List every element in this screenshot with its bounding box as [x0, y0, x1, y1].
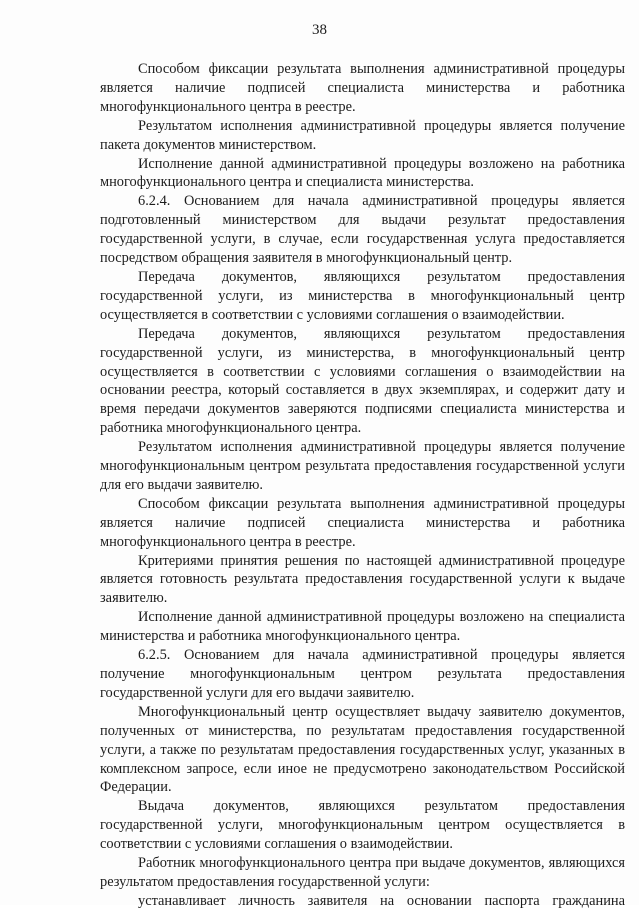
paragraph: Работник многофункционального центра при выдаче документов, являющихся результатом предоставления государственной услуги: — [100, 855, 625, 890]
paragraph: устанавливает личность заявителя на основании паспорта гражданина — [138, 892, 625, 909]
page-number: 38 — [312, 22, 327, 38]
paragraph: Исполнение данной административной процедуры возложено на специалиста министерства и работника многофункционального центра. — [100, 609, 625, 645]
paragraph: Многофункциональный центр осуществляет выдачу заявителю документов, полученных от министерства, по результатам предоставления государственной услуги, а также по результатам предоставления государственных услуг, указанных в комплексном запросе, если иное не предусмотрено законодательством Российской Федерации. — [100, 703, 625, 796]
paragraph: 6.2.5. Основанием для начала административной процедуры является получение многофункциональным центром результата предоставления государственной услуги для его выдачи заявителю. — [100, 647, 625, 701]
paragraph: Способом фиксации результата выполнения административной процедуры является наличие подписей специалиста министерства и работника многофункционального центра в реестре. — [100, 61, 625, 115]
document-body — [100, 60, 625, 911]
paragraph: Выдача документов, являющихся результатом предоставления государственной услуги, многофункциональным центром осуществляется в соответствии с условиями соглашения о взаимодействии. — [100, 798, 625, 853]
paragraph: Передача документов, являющихся результатом предоставления государственной услуги, из министерства в многофункциональный центр осуществляется в соответствии с условиями соглашения о взаимодействии. — [100, 268, 625, 323]
paragraph: Передача документов, являющихся результатом предоставления государственной услуги, из министерства, в многофункциональный центр осуществляется в соответствии с условиями соглашения о взаимодействии на основании реестра, который составляется в двух экземплярах, и содержит дату и время передачи документов заверяются подписями специалиста министерства и работника многофункционального центра. — [100, 325, 625, 437]
paragraph: Исполнение данной административной процедуры возложено на работника многофункционального центра и специалиста министерства. — [100, 155, 625, 191]
paragraph: Результатом исполнения административной процедуры является получение пакета документов министерством. — [100, 117, 625, 153]
paragraph: Способом фиксации результата выполнения административной процедуры является наличие подписей специалиста министерства и работника многофункционального центра в реестре. — [100, 495, 625, 550]
paragraph: Результатом исполнения административной процедуры является получение многофункциональным центром результата предоставления государственной услуги для его выдачи заявителю. — [100, 439, 625, 493]
paragraph: Критериями принятия решения по настоящей административной процедуре является готовность результата предоставления государственной услуги к выдаче заявителю. — [100, 552, 625, 607]
paragraph: 6.2.4. Основанием для начала административной процедуры является подготовленный министерством для выдачи результат предоставления государственной услуги, в случае, если государственная услуга предоставляется посредством обращения заявителя в многофункциональный центр. — [100, 193, 625, 267]
